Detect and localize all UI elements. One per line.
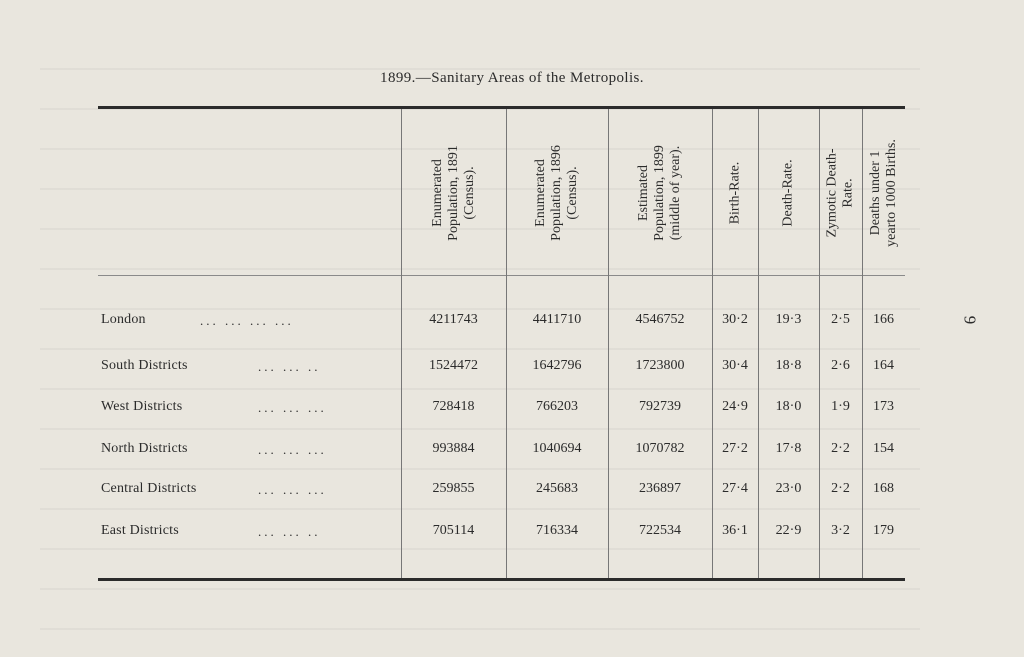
table-cell: 3·2 (831, 523, 850, 538)
row-label: West Districts (101, 399, 183, 414)
table-cell: 4546752 (635, 312, 685, 327)
column-header-text (727, 161, 743, 224)
table-cell: 173 (873, 399, 894, 414)
table-top-rule (98, 106, 905, 109)
table-cell: 245683 (536, 481, 578, 496)
row-label: London (101, 312, 146, 327)
row-label: South Districts (101, 358, 188, 373)
row-leader-dots: ... ... .. (258, 359, 321, 374)
column-header-text (825, 148, 857, 237)
table-cell: 30·2 (722, 312, 748, 327)
table-cell: 22·9 (775, 523, 802, 538)
column-header-line: Population, 1896 (548, 144, 564, 241)
table-cell: 705114 (432, 523, 475, 538)
column-header-text (636, 145, 684, 241)
column-header-text (533, 145, 581, 241)
table-cell: 1642796 (532, 358, 582, 373)
table-cell: 27·4 (722, 481, 748, 496)
column-header (758, 110, 819, 275)
column-header-line: Population, 1899 (651, 144, 667, 241)
column-header-line: Zymotic Death- (824, 147, 840, 238)
column-header-text (868, 139, 900, 247)
table-cell: 4411710 (532, 312, 582, 327)
table-cell: 19·3 (775, 312, 802, 327)
column-header-line: Enumerated (532, 158, 548, 227)
table-cell: 2·5 (831, 312, 850, 327)
table-cell: 766203 (536, 399, 578, 414)
table-cell: 18·0 (775, 399, 802, 414)
table-cell: 23·0 (775, 481, 802, 496)
column-header-text (429, 145, 477, 241)
column-header-text (781, 159, 797, 226)
column-header-line: Population, 1891 (445, 144, 461, 241)
row-label: Central Districts (101, 481, 197, 496)
table-cell: 1070782 (635, 441, 685, 456)
table-cell: 993884 (432, 441, 475, 456)
table-title: 1899.—Sanitary Areas of the Metropolis. (380, 70, 644, 86)
table-cell: 259855 (432, 481, 475, 496)
column-header (712, 110, 758, 275)
table-cell: 4211743 (429, 312, 478, 327)
table-cell: 166 (873, 312, 894, 327)
table-cell: 2·2 (831, 441, 850, 456)
table-cell: 236897 (639, 481, 681, 496)
column-header-line: (Census). (564, 165, 580, 220)
column-header (608, 110, 712, 275)
table-cell: 2·6 (831, 358, 850, 373)
table-cell: 716334 (536, 523, 578, 538)
header-divider (98, 275, 905, 276)
column-header-line: yearto 1000 Births. (883, 138, 899, 247)
column-header (401, 110, 506, 275)
table-cell: 1·9 (831, 399, 850, 414)
table-cell: 168 (873, 481, 894, 496)
row-leader-dots: ... ... ... (258, 442, 327, 457)
table-cell: 17·8 (775, 441, 802, 456)
row-leader-dots: ... ... .. (258, 524, 321, 539)
table-cell: 728418 (432, 399, 475, 414)
column-header-line: Death-Rate. (780, 158, 796, 227)
table-cell: 27·2 (722, 441, 748, 456)
table-cell: 30·4 (722, 358, 748, 373)
row-leader-dots: ... ... ... ... (200, 313, 294, 328)
column-header-line: Birth-Rate. (727, 161, 743, 224)
column-header (862, 110, 905, 275)
column-header-line: Enumerated (429, 158, 445, 227)
row-leader-dots: ... ... ... (258, 482, 327, 497)
row-leader-dots: ... ... ... (258, 400, 327, 415)
column-header-line: Estimated (635, 164, 651, 221)
column-header-line: (middle of year). (667, 145, 683, 240)
table-cell: 792739 (639, 399, 681, 414)
table-cell: 18·8 (775, 358, 802, 373)
column-header (506, 110, 608, 275)
table-cell: 1524472 (429, 358, 478, 373)
table-bottom-rule (98, 578, 905, 581)
column-header (819, 110, 862, 275)
table-cell: 24·9 (722, 399, 748, 414)
column-header-line: Rate. (840, 177, 856, 208)
table-cell: 2·2 (831, 481, 850, 496)
table-cell: 1040694 (532, 441, 582, 456)
row-label: East Districts (101, 523, 179, 538)
column-header-line: (Census). (461, 165, 477, 220)
table-cell: 36·1 (722, 523, 748, 538)
table-cell: 164 (873, 358, 894, 373)
row-label: North Districts (101, 441, 188, 456)
column-header-line: Deaths under 1 (867, 150, 883, 235)
page-number: 9 (960, 315, 980, 325)
table-cell: 722534 (639, 523, 681, 538)
table-cell: 1723800 (635, 358, 685, 373)
table-cell: 154 (873, 441, 894, 456)
table-cell: 179 (873, 523, 894, 538)
